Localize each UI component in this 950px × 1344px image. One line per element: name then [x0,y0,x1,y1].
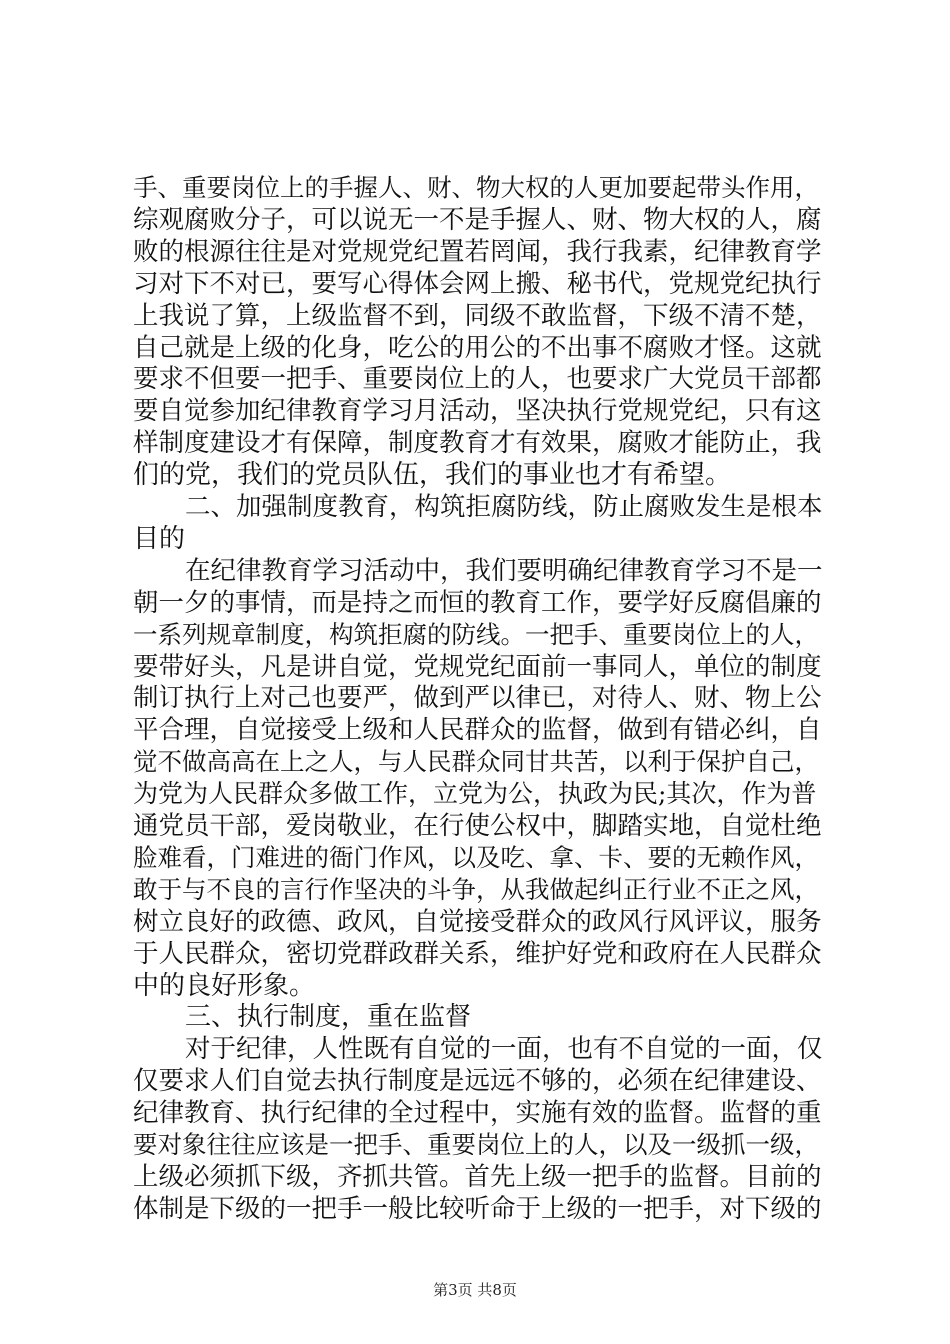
text-line: 上我说了算，上级监督不到，同级不敢监督，下级不清不楚， [133,301,822,331]
text-line: 败的根源往往是对党规党纪置若罔闻，我行我素，纪律教育学 [133,237,822,267]
text-line: 朝一夕的事情，而是持之而恒的教育工作，要学好反腐倡廉的 [133,588,822,618]
text-line: 要带好头，凡是讲自觉，党规党纪面前一事同人，单位的制度 [133,652,822,682]
text-line: 一系列规章制度，构筑拒腐的防线。一把手、重要岗位上的人， [133,620,819,649]
text-line: 上级必须抓下级，齐抓共管。首先上级一把手的监督。目前的 [133,1162,822,1192]
text-line: 中的良好形象。 [133,971,316,1001]
text-line: 于人民群众，密切党群政群关系，维护好党和政府在人民群众 [133,939,822,969]
section-heading-3: 三、执行制度，重在监督 [185,1002,472,1032]
text-line: 平合理，自觉接受上级和人民群众的监督，做到有错必纠，自 [133,715,822,745]
text-line: 纪律教育、执行纪律的全过程中，实施有效的监督。监督的重 [133,1098,822,1128]
page-number-footer: 第3页 共8页 [433,1281,517,1299]
text-line: 为党为人民群众多做工作，立党为公，执政为民;其次，作为普 [133,779,817,808]
text-line: 通党员干部，爱岗敬业，在行使公权中，脚踏实地，自觉杜绝 [133,811,822,841]
text-line: 样制度建设才有保障，制度教育才有效果，腐败才能防止，我 [133,428,822,458]
paragraph-start: 对于纪律，人性既有自觉的一面，也有不自觉的一面，仅 [185,1034,823,1064]
text-line: 敢于与不良的言行作坚决的斗争，从我做起纠正行业不正之风， [133,875,819,904]
text-line: 习对下不对已，要写心得体会网上搬、秘书代，党规党纪执行 [133,269,822,299]
text-line: 脸难看，门难进的衙门作风，以及吃、拿、卡、要的无赖作风， [133,843,819,872]
text-line: 们的党，我们的党员队伍，我们的事业也才有希望。 [133,460,732,490]
text-line: 要自觉参加纪律教育学习月活动，坚决执行党规党纪，只有这 [133,396,822,426]
text-line: 自己就是上级的化身，吃公的用公的不出事不腐败才怪。这就 [133,333,822,363]
paragraph-start: 在纪律教育学习活动中，我们要明确纪律教育学习不是一 [185,556,823,586]
text-line: 要求不但要一把手、重要岗位上的人，也要求广大党员干部都 [133,364,822,394]
text-line: 树立良好的政德、政风，自觉接受群众的政风行风评议，服务 [133,907,822,937]
section-heading-2: 二、加强制度教育，构筑拒腐防线，防止腐败发生是根本 [185,492,823,522]
text-line: 觉不做高高在上之人，与人民群众同甘共苦，以利于保护自己， [133,747,819,776]
text-line: 体制是下级的一把手一般比较听命于上级的一把手，对下级的 [133,1194,822,1224]
text-line: 要对象往往应该是一把手、重要岗位上的人，以及一级抓一级， [133,1130,819,1159]
text-line: 综观腐败分子，可以说无一不是手握人、财、物大权的人，腐 [133,205,822,235]
text-line: 仅要求人们自觉去执行制度是远远不够的，必须在纪律建设、 [133,1066,822,1096]
text-line: 手、重要岗位上的手握人、财、物大权的人更加要起带头作用， [133,173,819,202]
section-heading-2-continued: 目的 [133,524,186,554]
text-line: 制订执行上对己也要严，做到严以律已，对待人、财、物上公 [133,683,822,713]
